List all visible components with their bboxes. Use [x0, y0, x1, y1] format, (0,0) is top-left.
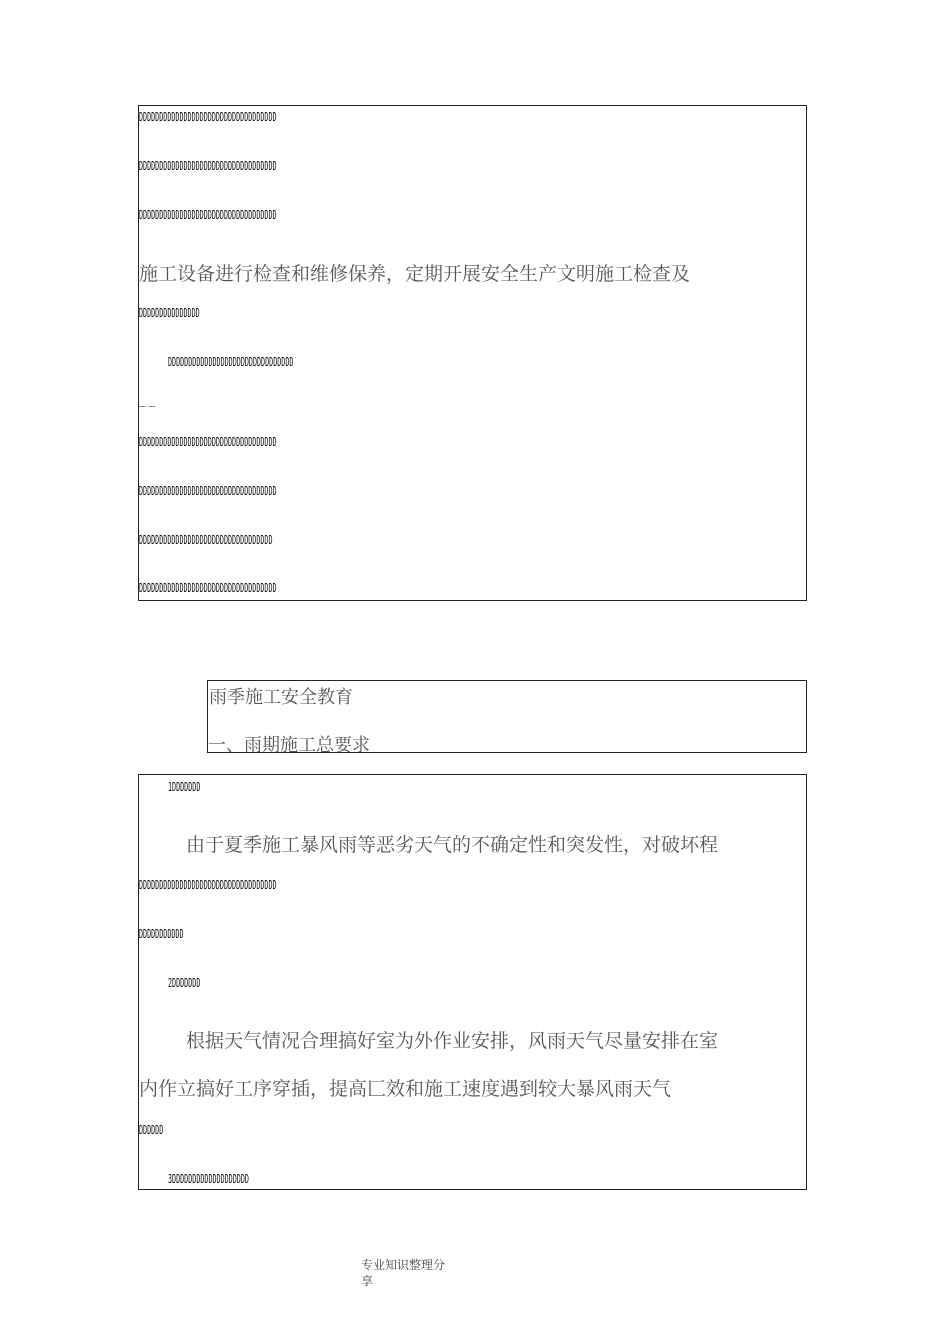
text-line: DDDDDDDDDDDDDDDDDDDDDDDDDDDDDDDDDD: [139, 159, 277, 173]
text-line: DDDDDDDDDDDDDDD: [139, 306, 200, 320]
text-line: DDDDDDDDDDDDDDDDDDDDDDDDDDDDDDDDDD: [139, 878, 277, 892]
text-line: DDDDDDDDDDDDDDDDDDDDDDDDDDDDDDD: [168, 355, 294, 369]
section-title: 雨季施工安全教育: [209, 687, 353, 708]
text-line: 根据天气情况合理搞好室为外作业安排，风雨天气尽量安排在室: [186, 1030, 719, 1052]
content-box-1: [138, 105, 807, 601]
page-footer: [361, 1257, 445, 1289]
text-line: 施工设备进行检查和维修保养，定期开展安全生产文明施工检查及: [139, 263, 691, 285]
section-subtitle: 一、雨期施工总要求: [208, 735, 370, 756]
text-line: 3DDDDDDDDDDDDDDDDDDD: [168, 1172, 249, 1186]
text-line: 由于夏季施工暴风雨等恶劣天气的不确定性和突发性，对破坏程: [186, 834, 719, 856]
text-line: 2DDDDDDD: [168, 976, 201, 990]
text-line: 内作立搞好工序穿插，提高匚效和施工速度遇到较大暴风雨天气: [139, 1078, 672, 1100]
text-line: DDDDDDDDDDDDDDDDDDDDDDDDDDDDDDDDDD: [139, 435, 277, 449]
text-line: …… ……: [139, 402, 155, 409]
footer-line-2: 享: [361, 1274, 374, 1288]
text-line: DDDDDDDDDDDDDDDDDDDDDDDDDDDDDDDDDD: [139, 581, 277, 595]
text-line: 1DDDDDDD: [168, 780, 201, 794]
text-line: DDDDDDDDDDD: [139, 927, 184, 941]
text-line: DDDDDDDDDDDDDDDDDDDDDDDDDDDDDDDDDD: [139, 208, 277, 222]
footer-line-1: 专业知识整理分: [361, 1258, 446, 1272]
text-line: DDDDDD: [139, 1123, 164, 1137]
text-line: DDDDDDDDDDDDDDDDDDDDDDDDDDDDDDDDDD: [139, 110, 277, 124]
text-line: DDDDDDDDDDDDDDDDDDDDDDDDDDDDDDDDD: [139, 533, 273, 547]
text-line: DDDDDDDDDDDDDDDDDDDDDDDDDDDDDDDDDD: [139, 484, 277, 498]
